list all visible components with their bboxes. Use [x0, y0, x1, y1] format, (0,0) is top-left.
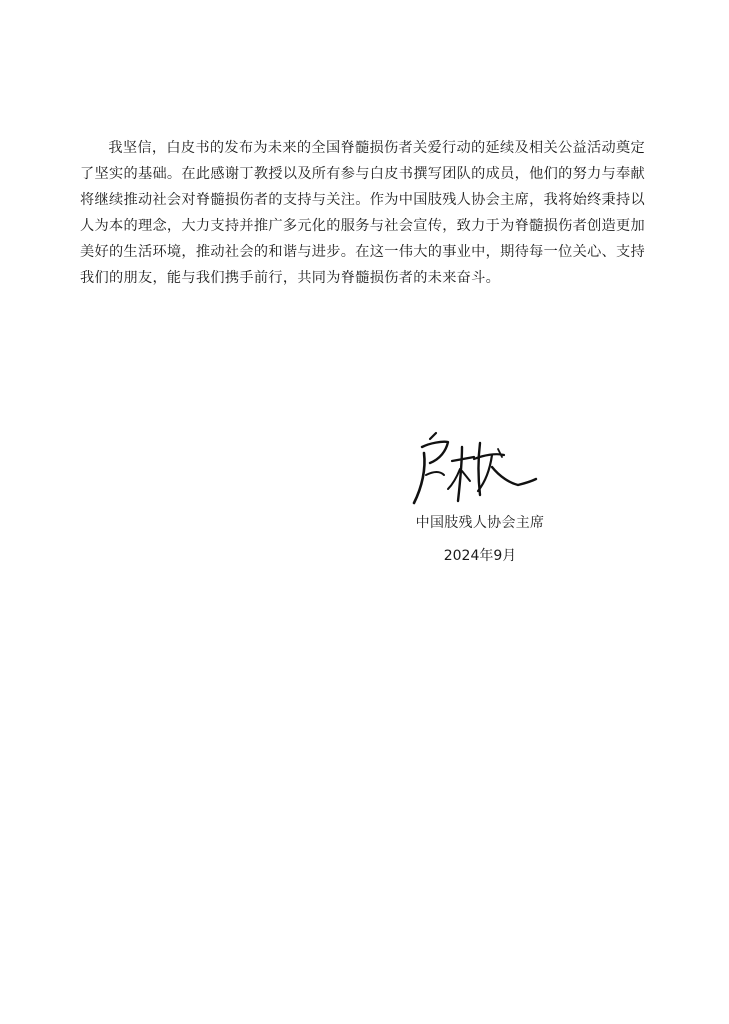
letter-paragraph: 我坚信，白皮书的发布为未来的全国脊髓损伤者关爱行动的延续及相关公益活动奠定了坚实的基础。在此感谢丁教授以及所有参与白皮书撰写团队的成员，他们的努力与奉献将继续推动社会对脊髓损伤者的支持与关注。作为中国肢残人协会主席，我将始终秉持以人为本的理念，大力支持并推广多元化的服务与社会宣传，致力于为脊髓损伤者创造更加美好的生活环境，推动社会的和谐与进步。在这一伟大的事业中，期待每一位关心、支持我们的朋友，能与我们携手前行，共同为脊髓损伤者的未来奋斗。	[80, 140, 646, 287]
signature-date: 2024年9月	[443, 548, 517, 564]
handwritten-signature	[400, 425, 550, 510]
signer-title: 中国肢残人协会主席	[415, 515, 545, 531]
signature-drawing	[400, 425, 550, 510]
